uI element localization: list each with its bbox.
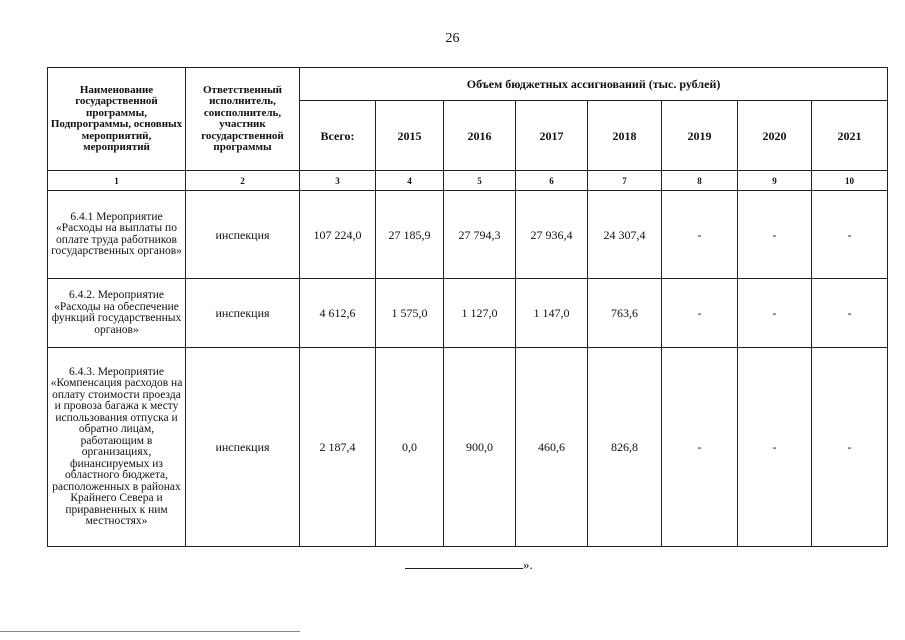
year-value-cell: 763,6 xyxy=(588,279,662,348)
header-year: 2016 xyxy=(444,101,516,171)
column-number: 6 xyxy=(516,171,588,191)
table-header-row xyxy=(48,68,888,101)
closing-mark: ». xyxy=(523,557,533,572)
year-value-cell: - xyxy=(738,279,812,348)
year-value-cell: 24 307,4 xyxy=(588,191,662,279)
year-value-cell: - xyxy=(738,191,812,279)
table-row xyxy=(48,279,888,348)
year-value-cell: - xyxy=(812,191,888,279)
header-name: Наименование государственной программы, Подпрограммы, основных мероприятий, мероприятий xyxy=(48,68,186,171)
total-cell: 4 612,6 xyxy=(300,279,376,348)
column-number: 1 xyxy=(48,171,186,191)
activity-name: 6.4.1 Мероприятие «Расходы на выплаты по оплате труда работников государственных органов» xyxy=(48,191,186,279)
column-number: 10 xyxy=(812,171,888,191)
year-value-cell: 27 794,3 xyxy=(444,191,516,279)
year-value-cell: - xyxy=(662,348,738,547)
closing-quote xyxy=(405,557,533,573)
responsible-cell: инспекция xyxy=(186,279,300,348)
year-value-cell: 826,8 xyxy=(588,348,662,547)
scan-edge-line xyxy=(0,631,300,632)
column-number: 7 xyxy=(588,171,662,191)
year-value-cell: - xyxy=(738,348,812,547)
table-row xyxy=(48,191,888,279)
page-number: 26 xyxy=(445,31,460,46)
signature-line xyxy=(405,557,523,569)
column-number: 3 xyxy=(300,171,376,191)
table-row xyxy=(48,348,888,547)
header-year: 2020 xyxy=(738,101,812,171)
year-value-cell: 0,0 xyxy=(376,348,444,547)
column-number: 2 xyxy=(186,171,300,191)
header-budget-group: Объем бюджетных ассигнований (тыс. рублей) xyxy=(300,68,888,101)
responsible-cell: инспекция xyxy=(186,348,300,547)
activity-name: 6.4.2. Мероприятие «Расходы на обеспечение функций государственных органов» xyxy=(48,279,186,348)
column-number-row xyxy=(48,171,888,191)
year-value-cell: 1 147,0 xyxy=(516,279,588,348)
header-year: 2017 xyxy=(516,101,588,171)
activity-name: 6.4.3. Мероприятие «Компенсация расходов на оплату стоимости проезда и провоза багажа к месту использования отпуска и обратно лицам, работающим в организациях, финансируемых из областного бюджета, расположенных в районах Крайнего Севера и приравненных к ним местностях» xyxy=(48,348,186,547)
year-value-cell: 900,0 xyxy=(444,348,516,547)
year-value-cell: 27 185,9 xyxy=(376,191,444,279)
header-responsible: Ответственный исполнитель, соисполнитель, участник государственной программы xyxy=(186,68,300,171)
year-value-cell: - xyxy=(662,279,738,348)
header-total: Всего: xyxy=(300,101,376,171)
total-cell: 107 224,0 xyxy=(300,191,376,279)
year-value-cell: 1 127,0 xyxy=(444,279,516,348)
column-number: 9 xyxy=(738,171,812,191)
total-cell: 2 187,4 xyxy=(300,348,376,547)
budget-table xyxy=(47,67,888,547)
column-number: 4 xyxy=(376,171,444,191)
year-value-cell: 460,6 xyxy=(516,348,588,547)
year-value-cell: - xyxy=(812,279,888,348)
responsible-cell: инспекция xyxy=(186,191,300,279)
column-number: 8 xyxy=(662,171,738,191)
year-value-cell: - xyxy=(812,348,888,547)
header-year: 2018 xyxy=(588,101,662,171)
column-number: 5 xyxy=(444,171,516,191)
year-value-cell: 1 575,0 xyxy=(376,279,444,348)
header-year: 2015 xyxy=(376,101,444,171)
header-year: 2021 xyxy=(812,101,888,171)
year-value-cell: - xyxy=(662,191,738,279)
year-value-cell: 27 936,4 xyxy=(516,191,588,279)
header-year: 2019 xyxy=(662,101,738,171)
